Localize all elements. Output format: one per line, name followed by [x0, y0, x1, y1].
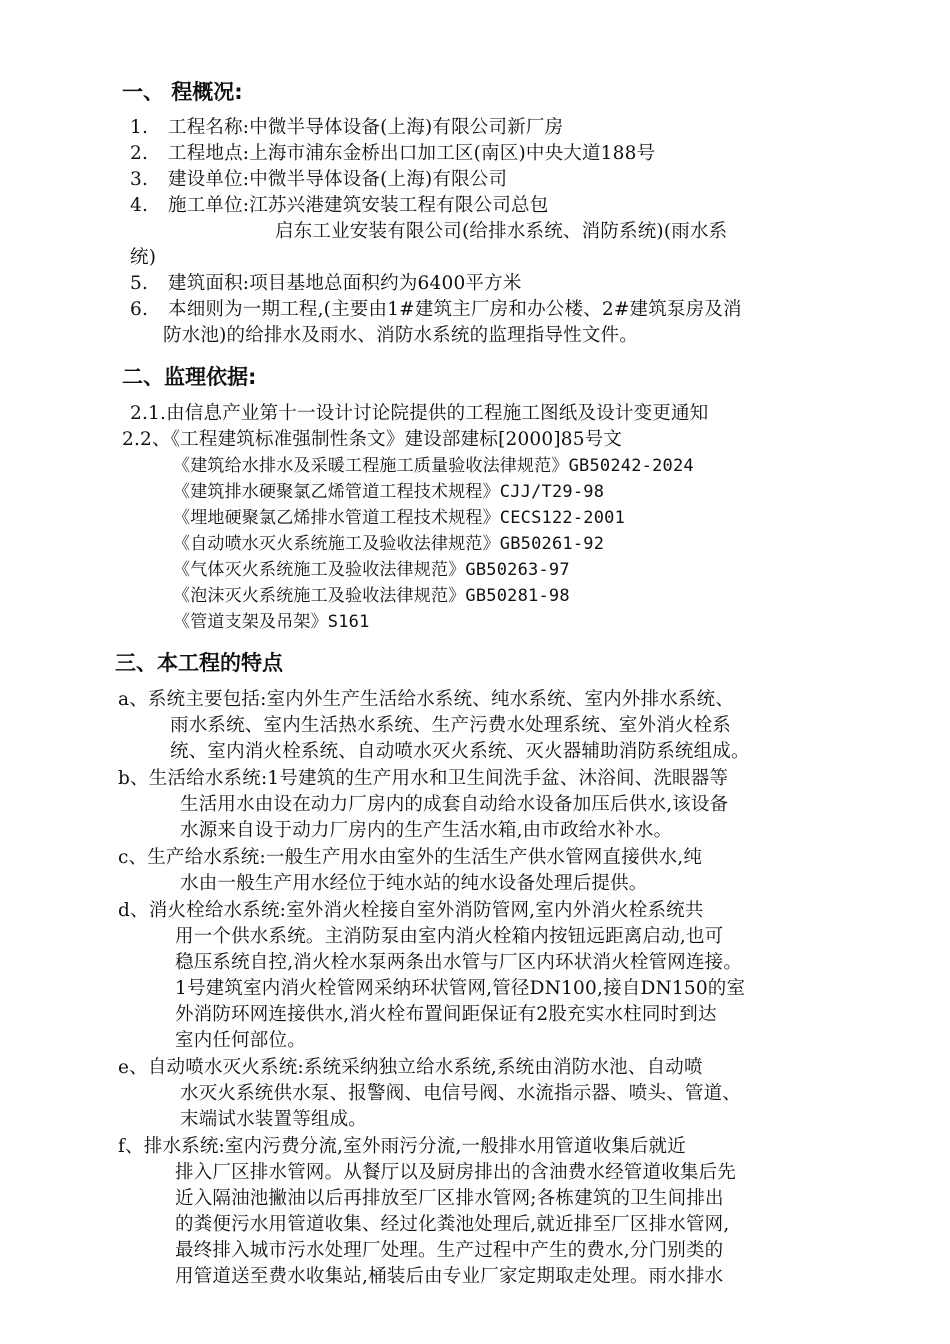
- list-item: 4. 施工单位:江苏兴港建筑安装工程有限公司总包: [130, 195, 549, 216]
- feature-line: 最终排入城市污水处理厂处理。生产过程中产生的费水,分门别类的: [175, 1240, 724, 1261]
- feature-line: a、系统主要包括:室内外生产生活给水系统、纯水系统、室内外排水系统、: [118, 689, 735, 710]
- feature-line: f、排水系统:室内污费分流,室外雨污分流,一般排水用管道收集后就近: [118, 1136, 686, 1157]
- feature-line: 的粪便污水用管道收集、经过化粪池处理后,就近排至厂区排水管网,: [175, 1214, 730, 1235]
- feature-line: e、自动喷水灭火系统:系统采纳独立给水系统,系统由消防水池、自动喷: [118, 1057, 703, 1078]
- list-item: 1. 工程名称:中微半导体设备(上海)有限公司新厂房: [130, 117, 564, 138]
- list-item: 5. 建筑面积:项目基地总面积约为6400平方米: [130, 273, 522, 294]
- feature-line: 水由一般生产用水经位于纯水站的纯水设备处理后提供。: [180, 873, 648, 894]
- section-heading-overview: 一、 程概况:: [122, 80, 243, 104]
- feature-line: 末端试水装置等组成。: [180, 1109, 368, 1130]
- feature-line: 用管道送至费水收集站,桶装后由专业厂家定期取走处理。雨水排水: [175, 1266, 724, 1287]
- standard-item: 《建筑给水排水及采暖工程施工质量验收法律规范》GB50242-2024: [173, 456, 694, 476]
- list-item: 3. 建设单位:中微半导体设备(上海)有限公司: [130, 169, 508, 190]
- section-heading-features: 三、本工程的特点: [115, 651, 283, 675]
- standard-item: 《泡沫灭火系统施工及验收法律规范》GB50281-98: [173, 586, 570, 606]
- feature-line: 近入隔油池撇油以后再排放至厂区排水管网;各栋建筑的卫生间排出: [175, 1188, 724, 1209]
- standard-item: 《管道支架及吊架》S161: [173, 612, 370, 632]
- standard-item: 《埋地硬聚氯乙烯排水管道工程技术规程》CECS122-2001: [173, 508, 626, 528]
- feature-line: 水灭火系统供水泵、报警阀、电信号阀、水流指示器、喷头、管道、: [180, 1083, 742, 1104]
- basis-line: 2.1.由信息产业第十一设计讨论院提供的工程施工图纸及设计变更通知: [130, 403, 709, 424]
- feature-line: d、消火栓给水系统:室外消火栓接自室外消防管网,室内外消火栓系统共: [118, 900, 704, 921]
- feature-line: 生活用水由设在动力厂房内的成套自动给水设备加压后供水,该设备: [180, 794, 729, 815]
- feature-line: 外消防环网连接供水,消火栓布置间距保证有2股充实水柱同时到达: [175, 1004, 717, 1025]
- list-item: 6. 本细则为一期工程,(主要由1#建筑主厂房和办公楼、2#建筑泵房及消: [130, 299, 742, 320]
- list-item-continuation: 统): [130, 247, 157, 268]
- feature-line: 排入厂区排水管网。从餐厅以及厨房排出的含油费水经管道收集后先: [175, 1162, 737, 1183]
- feature-line: 雨水系统、室内生活热水系统、生产污费水处理系统、室外消火栓系: [170, 715, 732, 736]
- basis-line: 2.2、《工程建筑标准强制性条文》建设部建标[2000]85号文: [122, 429, 623, 450]
- section-heading-basis: 二、监理依据:: [122, 365, 257, 389]
- feature-line: 统、室内消火栓系统、自动喷水灭火系统、灭火器辅助消防系统组成。: [170, 741, 750, 762]
- list-item-continuation: 启东工业安装有限公司(给排水系统、消防系统)(雨水系: [275, 221, 728, 242]
- feature-line: c、生产给水系统:一般生产用水由室外的生活生产供水管网直接供水,纯: [118, 847, 703, 868]
- feature-line: 室内任何部位。: [175, 1030, 306, 1051]
- feature-line: 1号建筑室内消火栓管网采纳环状管网,管径DN100,接自DN150的室: [175, 978, 746, 999]
- standard-item: 《建筑排水硬聚氯乙烯管道工程技术规程》CJJ/T29-98: [173, 482, 605, 502]
- standard-item: 《自动喷水灭火系统施工及验收法律规范》GB50261-92: [173, 534, 605, 554]
- feature-line: 水源来自设于动力厂房内的生产生活水箱,由市政给水补水。: [180, 820, 673, 841]
- feature-line: b、生活给水系统:1号建筑的生产用水和卫生间洗手盆、沐浴间、洗眼器等: [118, 768, 729, 789]
- standard-item: 《气体灭火系统施工及验收法律规范》GB50263-97: [173, 560, 570, 580]
- feature-line: 稳压系统自控,消火栓水泵两条出水管与厂区内环状消火栓管网连接。: [175, 952, 743, 973]
- list-item-continuation: 防水池)的给排水及雨水、消防水系统的监理指导性文件。: [163, 325, 638, 346]
- feature-line: 用一个供水系统。主消防泵由室内消火栓箱内按钮远距离启动,也可: [175, 926, 724, 947]
- list-item: 2. 工程地点:上海市浦东金桥出口加工区(南区)中央大道188号: [130, 143, 656, 164]
